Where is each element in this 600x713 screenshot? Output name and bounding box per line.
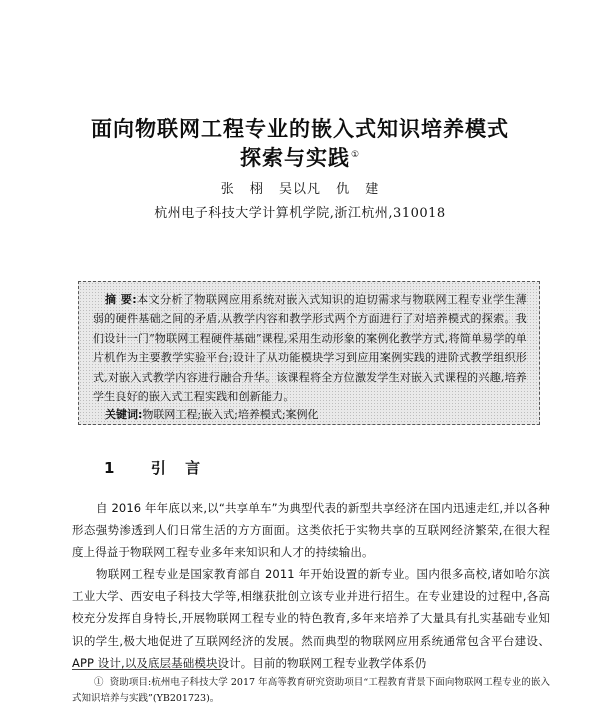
abstract-box xyxy=(78,281,540,425)
keywords-line xyxy=(93,406,527,424)
section-title: 引 言 xyxy=(150,459,203,477)
title-text-2: 探索与实践 xyxy=(239,146,350,170)
section-number: 1 xyxy=(104,459,117,477)
body-text xyxy=(72,497,550,674)
body-paragraph-2: 物联网工程专业是国家教育部自 2011 年开始设置的新专业。国内很多高校,诸如哈尔滨工业大学、西安电子科技大学等,相继获批创立该专业并进行招生。在专业建设的过程中,各高校充分发挥自身特长,开展物联网工程专业的特色教育,多年来培养了大量具有扎实基础专业知识的学生,极大地促进了互联网经济的发展。然而典型的物联网应用系统通常包含平台建设、APP 设计,以及底层基础模块设计。目前的物联网工程专业教学体系仍 xyxy=(72,567,550,670)
footnote-divider xyxy=(72,669,222,670)
footnote xyxy=(72,675,550,707)
paper-title-line2 xyxy=(0,142,600,172)
paper-title-line1 xyxy=(0,113,600,143)
abstract-text: 本文分析了物联网应用系统对嵌入式知识的迫切需求与物联网工程专业学生薄弱的硬件基础之间的矛盾,从教学内容和教学形式两个方面进行了对培养模式的探索。我们设计一门“物联网工程硬件基础”课程,采用生动形象的案例化教学方式,将简单易学的单片机作为主要教学实验平台;设计了从功能模块学习到应用案例实践的进阶式教学组织形式,对嵌入式教学内容进行融合升华。该课程将全方位激发学生对嵌入式课程的兴趣,培养学生良好的嵌入式工程实践和创新能力。 xyxy=(93,293,527,404)
authors: 张 栩 吴以凡 仇 建 xyxy=(220,182,380,197)
title-footnote-mark: ① xyxy=(350,150,361,160)
title-text-1: 面向物联网工程专业的嵌入式知识培养模式 xyxy=(91,117,509,141)
section-heading xyxy=(104,457,202,478)
footnote-paragraph xyxy=(72,675,550,707)
abstract-paragraph xyxy=(93,290,527,406)
abstract-label: 摘 要: xyxy=(105,293,137,306)
footnote-text: 资助项目:杭州电子科技大学 2017 年高等教育研究资助项目“工程教育背景下面向物联网工程专业的嵌入式知识培养与实践”(YB201723)。 xyxy=(72,677,550,704)
keywords-text: 物联网工程;嵌入式;培养模式;案例化 xyxy=(142,408,319,422)
body-paragraph-1: 自 2016 年年底以来,以“共享单车”为典型代表的新型共享经济在国内迅速走红,并以各种形态强势渗透到人们日常生活的方方面面。这类依托于实物共享的互联网经济繁荣,在很大程度上得益于物联网工程专业多年来知识和人才的持续输出。 xyxy=(72,501,550,560)
keywords-label: 关键词: xyxy=(105,408,143,422)
footnote-mark: ① xyxy=(94,677,104,688)
affiliation: 杭州电子科技大学计算机学院,浙江杭州,310018 xyxy=(154,206,446,221)
